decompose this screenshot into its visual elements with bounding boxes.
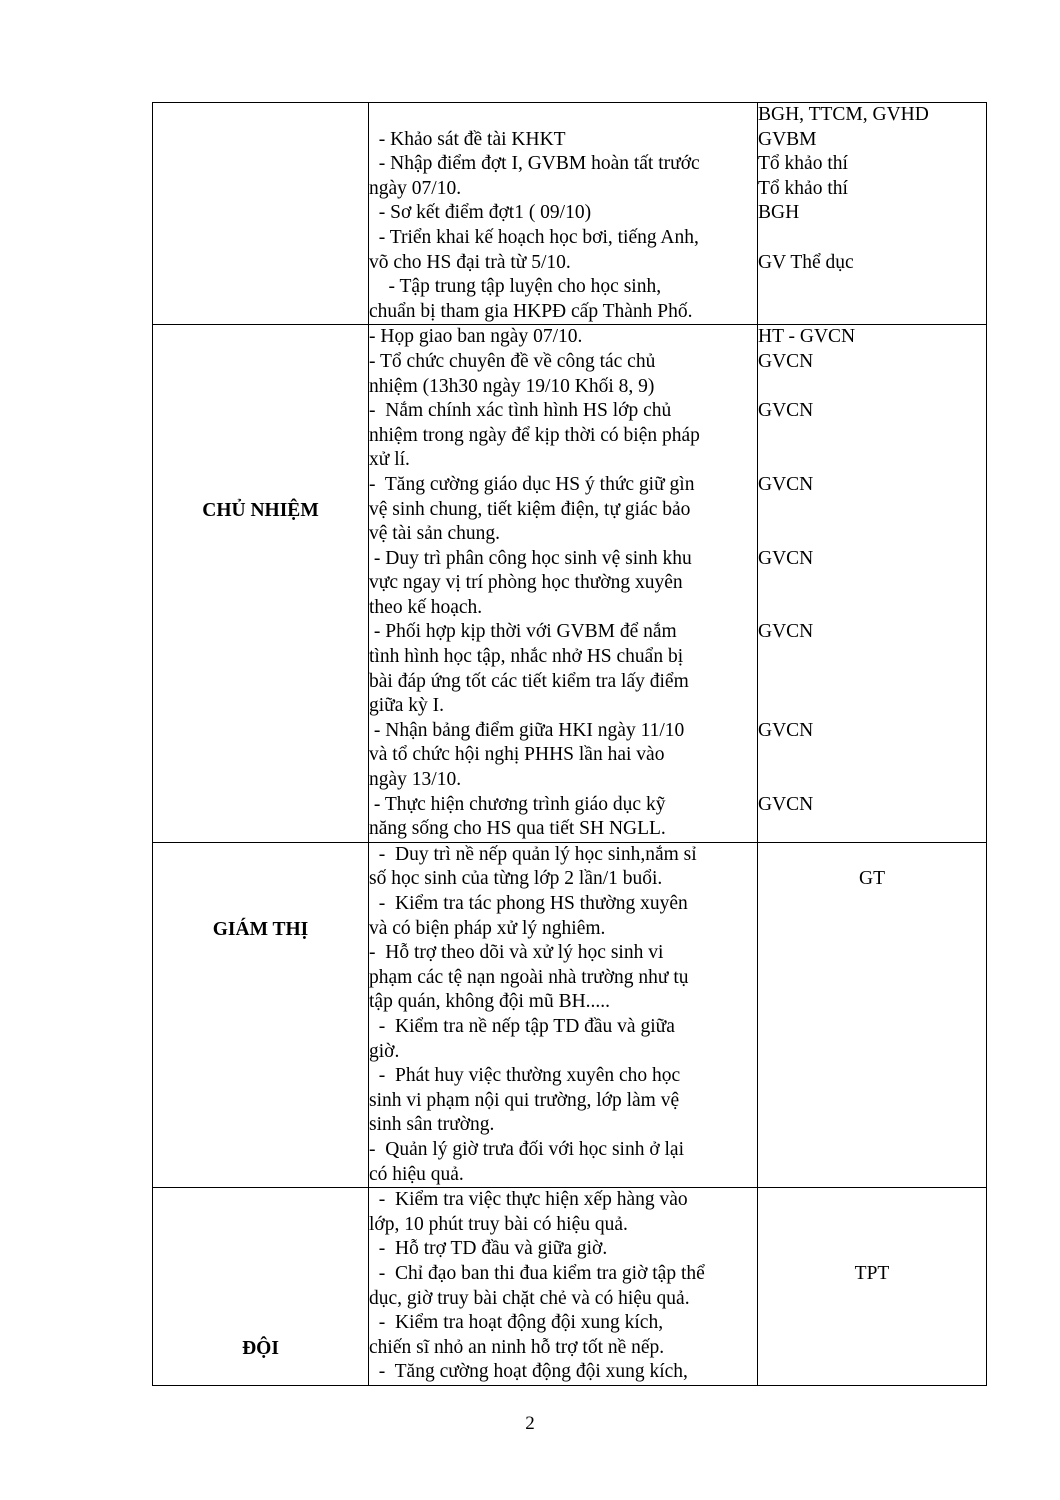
task-line: - Tổ chức chuyên đề về công tác chủ xyxy=(369,350,656,372)
responsible-line xyxy=(758,275,986,300)
task-line: - Hỗ trợ TD đầu và giữa giờ. xyxy=(369,1238,608,1260)
task-line: - Quản lý giờ trưa đối với học sinh ở lại xyxy=(369,1138,684,1160)
task-line: chiến sĩ nhỏ an ninh hỗ trợ tốt nề nếp. xyxy=(369,1336,665,1358)
task-line: chuẩn bị tham gia HKPĐ cấp Thành Phố. xyxy=(369,300,693,322)
task-line: võ cho HS đại trà từ 5/10. xyxy=(369,251,571,273)
task-line: - Nắm chính xác tình hình HS lớp chủ xyxy=(369,400,672,422)
tasks-cell xyxy=(369,842,758,1187)
responsible-line xyxy=(758,226,986,251)
responsible-line: GVCN xyxy=(758,621,814,643)
responsible-line: GVCN xyxy=(758,473,814,495)
responsible-line xyxy=(758,300,986,325)
task-line: - Nhận bảng điểm giữa HKI ngày 11/10 xyxy=(369,719,685,741)
task-line: - Tăng cường giáo dục HS ý thức giữ gìn xyxy=(369,473,695,495)
task-line: - Phối hợp kịp thời với GVBM để nắm xyxy=(369,621,677,643)
responsible-line xyxy=(758,670,986,695)
task-line: - Kiểm tra tác phong HS thường xuyên xyxy=(369,893,688,914)
task-line: - Thực hiện chương trình giáo dục kỹ xyxy=(369,793,666,815)
task-line: - Kiểm tra nề nếp tập TD đầu và giữa xyxy=(369,1015,675,1037)
task-line: - Duy trì phân công học sinh vệ sinh khu xyxy=(369,547,692,569)
responsible-line xyxy=(758,424,986,449)
page-number: 2 xyxy=(525,1413,535,1434)
task-line xyxy=(369,103,757,128)
task-line: tập quán, không đội mũ BH..... xyxy=(369,991,611,1013)
work-plan-table xyxy=(152,102,987,1386)
responsible-cell xyxy=(758,842,987,1187)
task-line: - Tăng cường hoạt động đội xung kích, xyxy=(369,1361,688,1383)
task-line: có hiệu quả. xyxy=(369,1163,464,1185)
responsible-line: GT xyxy=(859,868,885,890)
responsible-line xyxy=(758,1213,986,1238)
responsible-line xyxy=(758,1237,986,1262)
tasks-cell xyxy=(369,103,758,325)
task-line: năng sống cho HS qua tiết SH NGLL. xyxy=(369,818,666,840)
task-line: - Kiểm tra việc thực hiện xếp hàng vào xyxy=(369,1189,688,1211)
category-label: ĐỘI xyxy=(242,1337,279,1359)
task-line: số học sinh của từng lớp 2 lần/1 buổi. xyxy=(369,868,663,890)
task-line: ngày 07/10. xyxy=(369,177,462,199)
responsible-line: GV Thể dục xyxy=(758,251,854,273)
task-line: nhiệm (13h30 ngày 19/10 Khối 8, 9) xyxy=(369,375,655,397)
responsible-line: GVCN xyxy=(758,793,814,815)
responsible-line xyxy=(758,817,986,842)
task-line: và có biện pháp xử lý nghiêm. xyxy=(369,917,606,939)
responsible-line: HT - GVCN xyxy=(758,326,856,348)
responsible-line: GVCN xyxy=(758,547,814,569)
task-line: và tổ chức hội nghị PHHS lần hai vào xyxy=(369,744,665,766)
responsible-line: BGH xyxy=(758,202,800,224)
task-line: - Nhập điểm đợt I, GVBM hoàn tất trước xyxy=(369,153,700,175)
task-line: - Họp giao ban ngày 07/10. xyxy=(369,326,583,348)
task-line: lớp, 10 phút truy bài có hiệu quả. xyxy=(369,1213,628,1235)
task-line: nhiệm trong ngày để kịp thời có biện pháp xyxy=(369,424,700,446)
responsible-line xyxy=(758,498,986,523)
category-cell xyxy=(153,842,369,1187)
responsible-line: Tổ khảo thí xyxy=(758,177,848,199)
table-row xyxy=(153,103,987,325)
category-label: GIÁM THỊ xyxy=(212,918,309,940)
responsible-line xyxy=(758,448,986,473)
task-line: - Kiểm tra hoạt động đội xung kích, xyxy=(369,1312,664,1334)
responsible-line xyxy=(758,375,986,400)
task-line: tình hình học tập, nhắc nhở HS chuẩn bị xyxy=(369,646,684,668)
responsible-line: TPT xyxy=(854,1262,890,1284)
responsible-line xyxy=(758,768,986,793)
tasks-cell xyxy=(369,325,758,842)
task-line: xử lí. xyxy=(369,449,410,471)
task-line: - Sơ kết điểm đợt1 ( 09/10) xyxy=(369,202,592,224)
table-row xyxy=(153,325,987,842)
task-line: - Chỉ đạo ban thi đua kiểm tra giờ tập thể xyxy=(369,1262,705,1284)
task-line: - Phát huy việc thường xuyên cho học xyxy=(369,1065,681,1087)
responsible-line xyxy=(758,743,986,768)
task-line: - Duy trì nề nếp quản lý học sinh,nắm sỉ xyxy=(369,843,697,865)
task-line: - Hỗ trợ theo dõi và xử lý học sinh vi xyxy=(369,942,664,964)
responsible-line xyxy=(758,596,986,621)
task-line: - Tập trung tập luyện cho học sinh, xyxy=(369,276,662,298)
category-label: CHỦ NHIỆM xyxy=(202,499,319,521)
responsible-line: GVBM xyxy=(758,128,817,150)
task-line: theo kế hoạch. xyxy=(369,596,483,618)
task-line: sinh vi phạm nội qui trường, lớp làm vệ xyxy=(369,1089,680,1111)
responsible-line: BGH, TTCM, GVHD xyxy=(758,104,929,125)
task-line: ngày 13/10. xyxy=(369,769,462,791)
table-row xyxy=(153,1188,987,1386)
category-cell xyxy=(153,325,369,842)
category-cell xyxy=(153,103,369,325)
responsible-line: GVCN xyxy=(758,719,814,741)
tasks-cell xyxy=(369,1188,758,1386)
responsible-line xyxy=(758,694,986,719)
responsible-line xyxy=(758,571,986,596)
task-line: dục, giờ truy bài chặt chẻ và có hiệu quả. xyxy=(369,1287,690,1309)
responsible-line: Tổ khảo thí xyxy=(758,153,848,175)
responsible-cell xyxy=(758,1188,987,1386)
category-cell xyxy=(153,1188,369,1386)
task-line: sinh sân trường. xyxy=(369,1114,495,1136)
task-line: - Triển khai kế hoạch học bơi, tiếng Anh, xyxy=(369,226,699,248)
task-line: phạm các tệ nạn ngoài nhà trường như tụ xyxy=(369,966,689,988)
task-line: giữa kỳ I. xyxy=(369,695,445,717)
task-line: - Khảo sát đề tài KHKT xyxy=(369,128,566,150)
task-line: vệ sinh chung, tiết kiệm điện, tự giác bảo xyxy=(369,498,691,520)
task-line: bài đáp ứng tốt các tiết kiểm tra lấy điểm xyxy=(369,670,689,692)
responsible-line xyxy=(758,522,986,547)
responsible-line: GVCN xyxy=(758,400,814,422)
task-line: vực ngay vị trí phòng học thường xuyên xyxy=(369,572,683,594)
responsible-line xyxy=(758,1188,986,1213)
responsible-line: GVCN xyxy=(758,350,814,372)
table-row xyxy=(153,842,987,1187)
responsible-cell xyxy=(758,103,987,325)
task-line: giờ. xyxy=(369,1040,400,1062)
task-line: vệ tài sản chung. xyxy=(369,523,501,545)
responsible-line xyxy=(758,843,986,868)
responsible-cell xyxy=(758,325,987,842)
responsible-line xyxy=(758,645,986,670)
